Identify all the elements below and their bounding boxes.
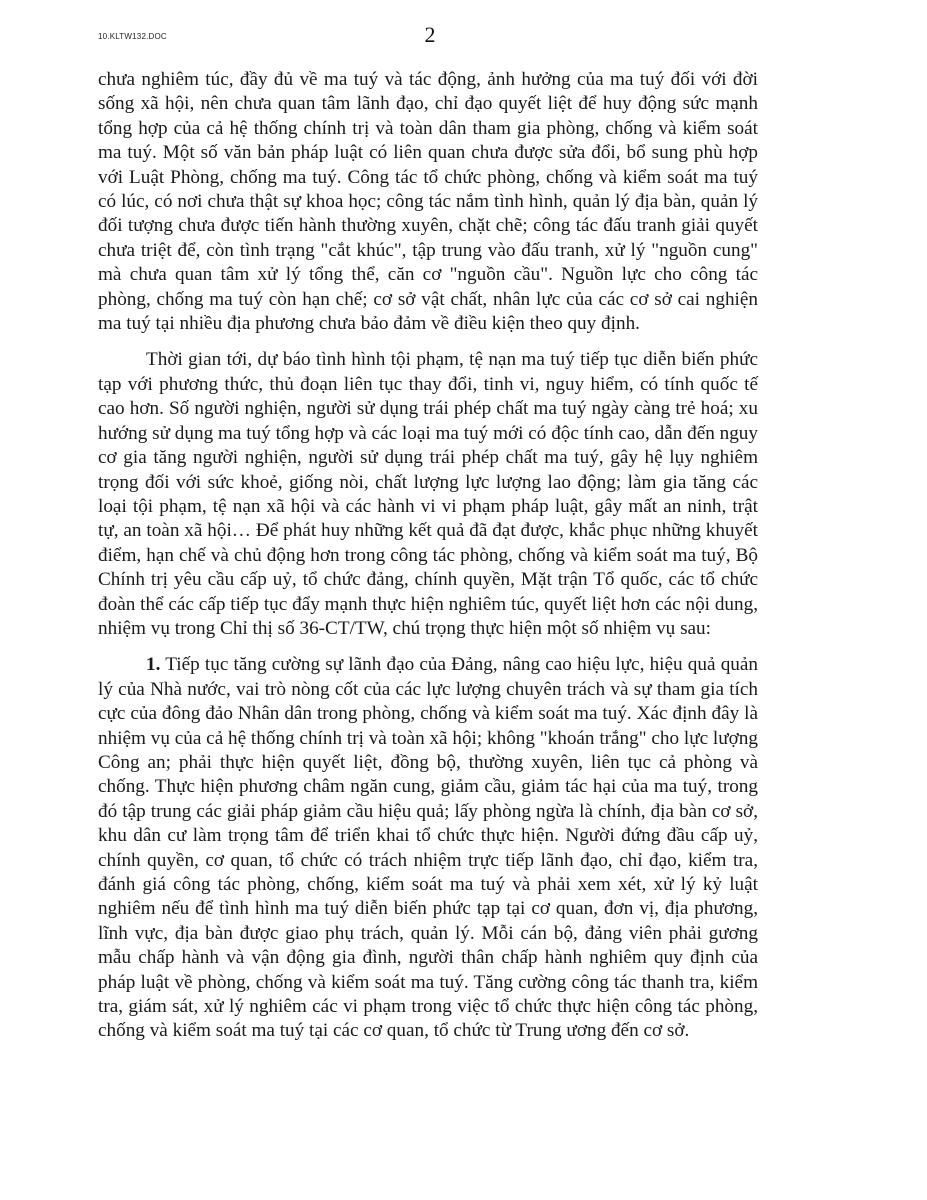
paragraph-item-1	[98, 653, 758, 1044]
document-code: 10.KLTW132.DOC	[98, 32, 167, 41]
paragraph-2: Thời gian tới, dự báo tình hình tội phạm, tệ nạn ma tuý tiếp tục diễn biến phức tạp với phương thức, thủ đoạn liên tục thay đổi, tinh vi, nguy hiểm, có tính quốc tế cao hơn. Số người nghiện, người sử dụng trái phép chất ma tuý ngày càng trẻ hoá; xu hướng sử dụng ma tuý tổng hợp và các loại ma tuý mới có độc tính cao, dẫn đến nguy cơ gia tăng người nghiện, người sử dụng trái phép chất ma tuý, gây hệ lụy nghiêm trọng đối với sức khoẻ, giống nòi, chất lượng lực lượng lao động; làm gia tăng các loại tội phạm, tệ nạn xã hội và các hành vi vi phạm pháp luật, gây mất an ninh, trật tự, an toàn xã hội… Để phát huy những kết quả đã đạt được, khắc phục những khuyết điểm, hạn chế và chủ động hơn trong công tác phòng, chống và kiểm soát ma tuý, Bộ Chính trị yêu cầu cấp uỷ, tổ chức đảng, chính quyền, Mặt trận Tổ quốc, các tổ chức đoàn thể các cấp tiếp tục đẩy mạnh thực hiện nghiêm túc, quyết liệt hơn các nội dung, nhiệm vụ trong Chỉ thị số 36-CT/TW, chú trọng thực hiện một số nhiệm vụ sau:	[98, 349, 758, 639]
paragraph-1: chưa nghiêm túc, đầy đủ về ma tuý và tác động, ảnh hưởng của ma tuý đối với đời sống xã hội, nên chưa quan tâm lãnh đạo, chỉ đạo quyết liệt để huy động sức mạnh tổng hợp của cả hệ thống chính trị và toàn dân tham gia phòng, chống và kiểm soát ma tuý. Một số văn bản pháp luật có liên quan chưa được sửa đổi, bổ sung phù hợp với Luật Phòng, chống ma tuý. Công tác tổ chức phòng, chống và kiểm soát ma tuý có lúc, có nơi chưa thật sự khoa học; công tác nắm tình hình, quản lý địa bàn, quản lý đối tượng chưa được tiến hành thường xuyên, chặt chẽ; công tác đấu tranh giải quyết chưa triệt để, còn tình trạng "cắt khúc", tập trung vào đấu tranh, xử lý "nguồn cung" mà chưa quan tâm xử lý tổng thể, căn cơ "nguồn cầu". Nguồn lực cho công tác phòng, chống ma tuý còn hạn chế; cơ sở vật chất, nhân lực của các cơ sở cai nghiện ma tuý tại nhiều địa phương chưa bảo đảm về điều kiện theo quy định.	[98, 69, 758, 335]
page-number: 2	[424, 22, 436, 47]
item-text: Tiếp tục tăng cường sự lãnh đạo của Đảng, nâng cao hiệu lực, hiệu quả quản lý của Nhà nước, vai trò nòng cốt của các lực lượng chuyên trách và sự tham gia tích cực của đông đảo Nhân dân trong phòng, chống và kiểm soát ma tuý. Xác định đây là nhiệm vụ của cả hệ thống chính trị và toàn xã hội; không "khoán trắng" cho lực lượng Công an; phải thực hiện quyết liệt, đồng bộ, thường xuyên, liên tục cả phòng và chống. Thực hiện phương châm ngăn cung, giảm cầu, giảm tác hại của ma tuý, trong đó tập trung các giải pháp giảm cầu hiệu quả; lấy phòng ngừa là chính, địa bàn cơ sở, khu dân cư làm trọng tâm để triển khai tổ chức thực hiện. Người đứng đầu cấp uỷ, chính quyền, cơ quan, tổ chức có trách nhiệm trực tiếp lãnh đạo, chỉ đạo, kiểm tra, đánh giá công tác phòng, chống, kiểm soát ma tuý và phải xem xét, xử lý kỷ luật nghiêm nếu để tình hình ma tuý diễn biến phức tạp tại cơ quan, đơn vị, địa phương, lĩnh vực, địa bàn được giao phụ trách, quản lý. Mỗi cán bộ, đảng viên phải gương mẫu chấp hành và vận động gia đình, người thân chấp hành nghiêm quy định của pháp luật về phòng, chống và kiểm soát ma tuý. Tăng cường công tác thanh tra, kiểm tra, giám sát, xử lý nghiêm các vi phạm trong việc tổ chức thực hiện công tác phòng, chống và kiểm soát ma tuý tại các cơ quan, tổ chức từ Trung ương đến cơ sở.	[98, 654, 758, 1042]
item-number: 1.	[146, 654, 161, 676]
document-body	[98, 68, 758, 1044]
